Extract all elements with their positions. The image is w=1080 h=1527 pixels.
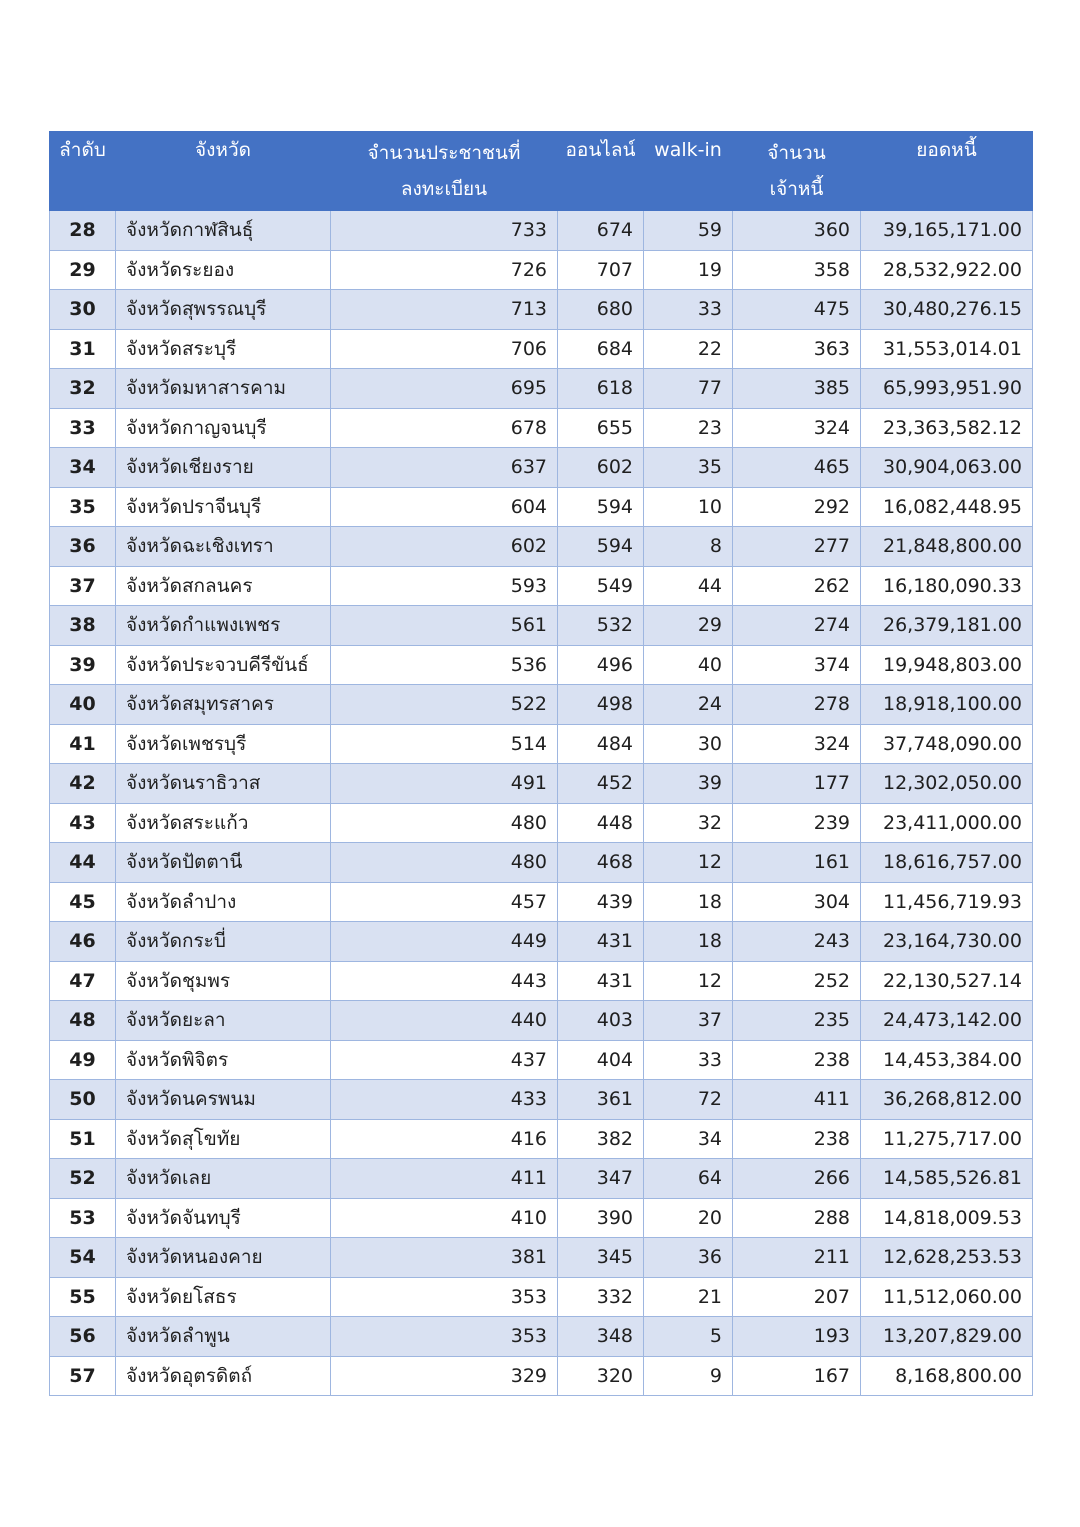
- creditors-cell: 235: [733, 1001, 861, 1041]
- table-row: [50, 527, 1033, 567]
- province-cell: จังหวัดกำแพงเพชร: [116, 606, 331, 646]
- province-cell: จังหวัดพิจิตร: [116, 1040, 331, 1080]
- creditors-cell: 411: [733, 1080, 861, 1120]
- table-row: [50, 1040, 1033, 1080]
- creditors-cell: 360: [733, 211, 861, 251]
- table-row: [50, 645, 1033, 685]
- header-rank: ลำดับ: [50, 132, 116, 211]
- rank-cell: 31: [50, 329, 116, 369]
- rank-cell: 36: [50, 527, 116, 567]
- province-cell: จังหวัดสกลนคร: [116, 566, 331, 606]
- debt-cell: 16,082,448.95: [861, 487, 1033, 527]
- province-cell: จังหวัดสระบุรี: [116, 329, 331, 369]
- online-cell: 348: [558, 1317, 644, 1357]
- registered-cell: 416: [331, 1119, 558, 1159]
- registered-cell: 637: [331, 448, 558, 488]
- debt-cell: 12,628,253.53: [861, 1238, 1033, 1278]
- debt-cell: 30,480,276.15: [861, 290, 1033, 330]
- registered-cell: 522: [331, 685, 558, 725]
- header-registered: [331, 132, 558, 211]
- header-debt: ยอดหนี้: [861, 132, 1033, 211]
- rank-cell: 35: [50, 487, 116, 527]
- debt-cell: 18,616,757.00: [861, 843, 1033, 883]
- table-row: [50, 566, 1033, 606]
- rank-cell: 51: [50, 1119, 116, 1159]
- walkin-cell: 18: [644, 922, 733, 962]
- rank-cell: 46: [50, 922, 116, 962]
- walkin-cell: 77: [644, 369, 733, 409]
- rank-cell: 30: [50, 290, 116, 330]
- creditors-cell: 288: [733, 1198, 861, 1238]
- rank-cell: 43: [50, 803, 116, 843]
- province-cell: จังหวัดสมุทรสาคร: [116, 685, 331, 725]
- creditors-cell: 277: [733, 527, 861, 567]
- province-cell: จังหวัดจันทบุรี: [116, 1198, 331, 1238]
- debt-cell: 65,993,951.90: [861, 369, 1033, 409]
- walkin-cell: 12: [644, 843, 733, 883]
- walkin-cell: 36: [644, 1238, 733, 1278]
- online-cell: 439: [558, 882, 644, 922]
- walkin-cell: 33: [644, 290, 733, 330]
- creditors-cell: 238: [733, 1119, 861, 1159]
- online-cell: 496: [558, 645, 644, 685]
- walkin-cell: 30: [644, 724, 733, 764]
- registered-cell: 411: [331, 1159, 558, 1199]
- table-row: [50, 843, 1033, 883]
- province-cell: จังหวัดเชียงราย: [116, 448, 331, 488]
- rank-cell: 41: [50, 724, 116, 764]
- table-row: [50, 961, 1033, 1001]
- creditors-cell: 385: [733, 369, 861, 409]
- table-row: [50, 1001, 1033, 1041]
- header-online: ออนไลน์: [558, 132, 644, 211]
- rank-cell: 56: [50, 1317, 116, 1357]
- province-cell: จังหวัดกระบี่: [116, 922, 331, 962]
- walkin-cell: 59: [644, 211, 733, 251]
- debt-cell: 24,473,142.00: [861, 1001, 1033, 1041]
- walkin-cell: 23: [644, 408, 733, 448]
- table-row: [50, 211, 1033, 251]
- creditors-cell: 238: [733, 1040, 861, 1080]
- creditors-cell: 161: [733, 843, 861, 883]
- registered-cell: 733: [331, 211, 558, 251]
- debt-cell: 16,180,090.33: [861, 566, 1033, 606]
- walkin-cell: 34: [644, 1119, 733, 1159]
- province-cell: จังหวัดปัตตานี: [116, 843, 331, 883]
- walkin-cell: 64: [644, 1159, 733, 1199]
- debt-cell: 14,453,384.00: [861, 1040, 1033, 1080]
- table-row: [50, 606, 1033, 646]
- online-cell: 448: [558, 803, 644, 843]
- online-cell: 361: [558, 1080, 644, 1120]
- rank-cell: 47: [50, 961, 116, 1001]
- province-cell: จังหวัดเพชรบุรี: [116, 724, 331, 764]
- debt-cell: 30,904,063.00: [861, 448, 1033, 488]
- registered-cell: 491: [331, 764, 558, 804]
- province-cell: จังหวัดมหาสารคาม: [116, 369, 331, 409]
- creditors-cell: 374: [733, 645, 861, 685]
- walkin-cell: 44: [644, 566, 733, 606]
- creditors-cell: 266: [733, 1159, 861, 1199]
- rank-cell: 29: [50, 250, 116, 290]
- registered-cell: 449: [331, 922, 558, 962]
- rank-cell: 49: [50, 1040, 116, 1080]
- online-cell: 320: [558, 1356, 644, 1396]
- debt-cell: 36,268,812.00: [861, 1080, 1033, 1120]
- online-cell: 549: [558, 566, 644, 606]
- province-cell: จังหวัดหนองคาย: [116, 1238, 331, 1278]
- online-cell: 468: [558, 843, 644, 883]
- rank-cell: 55: [50, 1277, 116, 1317]
- table-row: [50, 724, 1033, 764]
- table-row: [50, 290, 1033, 330]
- walkin-cell: 21: [644, 1277, 733, 1317]
- debt-cell: 11,512,060.00: [861, 1277, 1033, 1317]
- online-cell: 484: [558, 724, 644, 764]
- debt-cell: 23,363,582.12: [861, 408, 1033, 448]
- province-cell: จังหวัดฉะเชิงเทรา: [116, 527, 331, 567]
- debt-cell: 22,130,527.14: [861, 961, 1033, 1001]
- table-row: [50, 685, 1033, 725]
- province-cell: จังหวัดสระแก้ว: [116, 803, 331, 843]
- debt-cell: 13,207,829.00: [861, 1317, 1033, 1357]
- creditors-cell: 274: [733, 606, 861, 646]
- online-cell: 684: [558, 329, 644, 369]
- debt-cell: 21,848,800.00: [861, 527, 1033, 567]
- registered-cell: 706: [331, 329, 558, 369]
- debt-cell: 23,164,730.00: [861, 922, 1033, 962]
- online-cell: 403: [558, 1001, 644, 1041]
- rank-cell: 44: [50, 843, 116, 883]
- table-row: [50, 1080, 1033, 1120]
- online-cell: 382: [558, 1119, 644, 1159]
- registered-cell: 678: [331, 408, 558, 448]
- debt-cell: 39,165,171.00: [861, 211, 1033, 251]
- rank-cell: 32: [50, 369, 116, 409]
- province-cell: จังหวัดอุตรดิตถ์: [116, 1356, 331, 1396]
- creditors-cell: 239: [733, 803, 861, 843]
- rank-cell: 34: [50, 448, 116, 488]
- province-cell: จังหวัดกาฬสินธุ์: [116, 211, 331, 251]
- walkin-cell: 39: [644, 764, 733, 804]
- online-cell: 532: [558, 606, 644, 646]
- walkin-cell: 33: [644, 1040, 733, 1080]
- creditors-cell: 177: [733, 764, 861, 804]
- registered-cell: 514: [331, 724, 558, 764]
- registered-cell: 353: [331, 1277, 558, 1317]
- registered-cell: 561: [331, 606, 558, 646]
- province-cell: จังหวัดยะลา: [116, 1001, 331, 1041]
- table-row: [50, 369, 1033, 409]
- walkin-cell: 18: [644, 882, 733, 922]
- online-cell: 347: [558, 1159, 644, 1199]
- rank-cell: 57: [50, 1356, 116, 1396]
- province-debt-table: [49, 131, 1033, 1396]
- creditors-cell: 304: [733, 882, 861, 922]
- walkin-cell: 37: [644, 1001, 733, 1041]
- online-cell: 602: [558, 448, 644, 488]
- creditors-cell: 252: [733, 961, 861, 1001]
- table-row: [50, 487, 1033, 527]
- province-cell: จังหวัดกาญจนบุรี: [116, 408, 331, 448]
- province-cell: จังหวัดเลย: [116, 1159, 331, 1199]
- debt-cell: 11,275,717.00: [861, 1119, 1033, 1159]
- table-row: [50, 448, 1033, 488]
- creditors-cell: 363: [733, 329, 861, 369]
- header-province: จังหวัด: [116, 132, 331, 211]
- online-cell: 707: [558, 250, 644, 290]
- registered-cell: 443: [331, 961, 558, 1001]
- registered-cell: 536: [331, 645, 558, 685]
- rank-cell: 52: [50, 1159, 116, 1199]
- creditors-cell: 324: [733, 724, 861, 764]
- creditors-cell: 292: [733, 487, 861, 527]
- walkin-cell: 22: [644, 329, 733, 369]
- header-creditors-line1: จำนวน: [767, 142, 826, 164]
- walkin-cell: 40: [644, 645, 733, 685]
- debt-cell: 26,379,181.00: [861, 606, 1033, 646]
- table-row: [50, 408, 1033, 448]
- table-row: [50, 1198, 1033, 1238]
- walkin-cell: 24: [644, 685, 733, 725]
- creditors-cell: 465: [733, 448, 861, 488]
- online-cell: 498: [558, 685, 644, 725]
- debt-cell: 12,302,050.00: [861, 764, 1033, 804]
- online-cell: 674: [558, 211, 644, 251]
- online-cell: 390: [558, 1198, 644, 1238]
- online-cell: 332: [558, 1277, 644, 1317]
- registered-cell: 381: [331, 1238, 558, 1278]
- debt-cell: 37,748,090.00: [861, 724, 1033, 764]
- rank-cell: 42: [50, 764, 116, 804]
- header-creditors: [733, 132, 861, 211]
- province-cell: จังหวัดระยอง: [116, 250, 331, 290]
- walkin-cell: 29: [644, 606, 733, 646]
- province-cell: จังหวัดลำพูน: [116, 1317, 331, 1357]
- debt-cell: 28,532,922.00: [861, 250, 1033, 290]
- registered-cell: 433: [331, 1080, 558, 1120]
- registered-cell: 726: [331, 250, 558, 290]
- table-row: [50, 250, 1033, 290]
- province-cell: จังหวัดลำปาง: [116, 882, 331, 922]
- creditors-cell: 262: [733, 566, 861, 606]
- debt-cell: 11,456,719.93: [861, 882, 1033, 922]
- rank-cell: 48: [50, 1001, 116, 1041]
- table-row: [50, 803, 1033, 843]
- debt-cell: 14,585,526.81: [861, 1159, 1033, 1199]
- walkin-cell: 9: [644, 1356, 733, 1396]
- table-row: [50, 764, 1033, 804]
- table-row: [50, 882, 1033, 922]
- table-row: [50, 1317, 1033, 1357]
- table-row: [50, 1277, 1033, 1317]
- registered-cell: 604: [331, 487, 558, 527]
- debt-cell: 31,553,014.01: [861, 329, 1033, 369]
- registered-cell: 457: [331, 882, 558, 922]
- debt-cell: 19,948,803.00: [861, 645, 1033, 685]
- creditors-cell: 193: [733, 1317, 861, 1357]
- walkin-cell: 10: [644, 487, 733, 527]
- registered-cell: 602: [331, 527, 558, 567]
- online-cell: 594: [558, 487, 644, 527]
- rank-cell: 33: [50, 408, 116, 448]
- table-row: [50, 922, 1033, 962]
- rank-cell: 37: [50, 566, 116, 606]
- registered-cell: 480: [331, 843, 558, 883]
- registered-cell: 695: [331, 369, 558, 409]
- rank-cell: 50: [50, 1080, 116, 1120]
- rank-cell: 39: [50, 645, 116, 685]
- rank-cell: 38: [50, 606, 116, 646]
- creditors-cell: 167: [733, 1356, 861, 1396]
- debt-cell: 14,818,009.53: [861, 1198, 1033, 1238]
- creditors-cell: 278: [733, 685, 861, 725]
- walkin-cell: 8: [644, 527, 733, 567]
- debt-cell: 23,411,000.00: [861, 803, 1033, 843]
- header-walkin: walk-in: [644, 132, 733, 211]
- province-cell: จังหวัดประจวบคีรีขันธ์: [116, 645, 331, 685]
- registered-cell: 410: [331, 1198, 558, 1238]
- province-cell: จังหวัดยโสธร: [116, 1277, 331, 1317]
- table-row: [50, 1159, 1033, 1199]
- online-cell: 431: [558, 922, 644, 962]
- registered-cell: 593: [331, 566, 558, 606]
- online-cell: 452: [558, 764, 644, 804]
- online-cell: 655: [558, 408, 644, 448]
- online-cell: 618: [558, 369, 644, 409]
- creditors-cell: 475: [733, 290, 861, 330]
- debt-cell: 8,168,800.00: [861, 1356, 1033, 1396]
- header-registered-line2: ลงทะเบียน: [400, 178, 488, 200]
- creditors-cell: 207: [733, 1277, 861, 1317]
- walkin-cell: 19: [644, 250, 733, 290]
- walkin-cell: 12: [644, 961, 733, 1001]
- table-row: [50, 329, 1033, 369]
- rank-cell: 40: [50, 685, 116, 725]
- online-cell: 345: [558, 1238, 644, 1278]
- registered-cell: 440: [331, 1001, 558, 1041]
- province-cell: จังหวัดสุพรรณบุรี: [116, 290, 331, 330]
- creditors-cell: 358: [733, 250, 861, 290]
- table-row: [50, 1119, 1033, 1159]
- rank-cell: 54: [50, 1238, 116, 1278]
- walkin-cell: 35: [644, 448, 733, 488]
- walkin-cell: 72: [644, 1080, 733, 1120]
- province-cell: จังหวัดนครพนม: [116, 1080, 331, 1120]
- registered-cell: 437: [331, 1040, 558, 1080]
- debt-cell: 18,918,100.00: [861, 685, 1033, 725]
- table-row: [50, 1356, 1033, 1396]
- header-creditors-line2: เจ้าหนี้: [769, 178, 824, 200]
- registered-cell: 713: [331, 290, 558, 330]
- province-cell: จังหวัดปราจีนบุรี: [116, 487, 331, 527]
- registered-cell: 480: [331, 803, 558, 843]
- walkin-cell: 5: [644, 1317, 733, 1357]
- online-cell: 431: [558, 961, 644, 1001]
- online-cell: 594: [558, 527, 644, 567]
- rank-cell: 45: [50, 882, 116, 922]
- walkin-cell: 20: [644, 1198, 733, 1238]
- creditors-cell: 324: [733, 408, 861, 448]
- creditors-cell: 243: [733, 922, 861, 962]
- header-registered-line1: จำนวนประชาชนที่: [367, 142, 521, 164]
- province-cell: จังหวัดนราธิวาส: [116, 764, 331, 804]
- table-row: [50, 1238, 1033, 1278]
- registered-cell: 329: [331, 1356, 558, 1396]
- registered-cell: 353: [331, 1317, 558, 1357]
- rank-cell: 53: [50, 1198, 116, 1238]
- rank-cell: 28: [50, 211, 116, 251]
- province-cell: จังหวัดชุมพร: [116, 961, 331, 1001]
- province-cell: จังหวัดสุโขทัย: [116, 1119, 331, 1159]
- online-cell: 404: [558, 1040, 644, 1080]
- online-cell: 680: [558, 290, 644, 330]
- header-row: [50, 132, 1033, 211]
- walkin-cell: 32: [644, 803, 733, 843]
- creditors-cell: 211: [733, 1238, 861, 1278]
